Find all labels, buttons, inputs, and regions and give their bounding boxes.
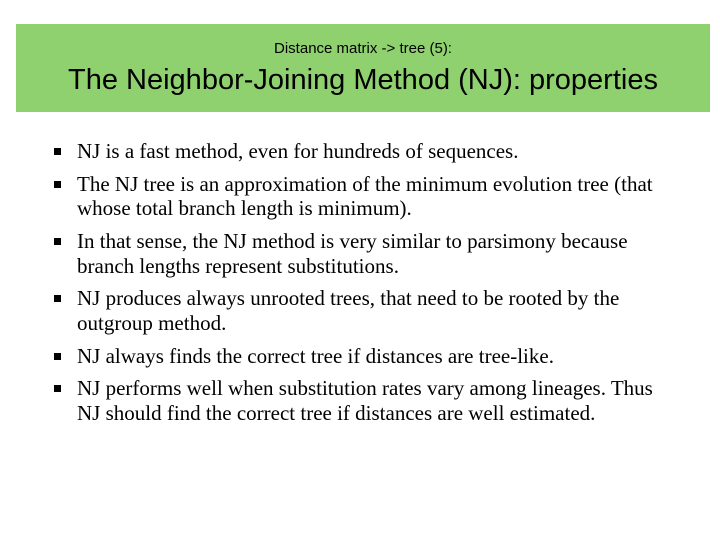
bullet-list xyxy=(46,139,666,434)
square-bullet-icon xyxy=(54,385,61,392)
square-bullet-icon xyxy=(54,238,61,245)
bullet-item xyxy=(46,286,666,336)
bullet-item xyxy=(46,172,666,222)
square-bullet-icon xyxy=(54,148,61,155)
bullet-text: NJ performs well when substitution rates vary among lineages. Thus NJ should find the correct tree if distances are well estimated. xyxy=(77,376,653,426)
square-bullet-icon xyxy=(54,295,61,302)
square-bullet-icon xyxy=(54,181,61,188)
bullet-text: NJ always finds the correct tree if distances are tree-like. xyxy=(77,343,554,368)
title-banner xyxy=(16,24,710,112)
bullet-item xyxy=(46,139,666,164)
bullet-text: In that sense, the NJ method is very similar to parsimony because branch lengths represent substitutions. xyxy=(77,228,628,278)
bullet-item xyxy=(46,344,666,369)
bullet-item xyxy=(46,229,666,279)
square-bullet-icon xyxy=(54,353,61,360)
bullet-item xyxy=(46,376,666,426)
bullet-text: The NJ tree is an approximation of the minimum evolution tree (that whose total branch length is minimum). xyxy=(77,171,653,221)
bullet-text: NJ produces always unrooted trees, that need to be rooted by the outgroup method. xyxy=(77,286,620,336)
bullet-text: NJ is a fast method, even for hundreds of sequences. xyxy=(77,139,519,163)
slide-title: The Neighbor-Joining Method (NJ): properties xyxy=(68,64,658,96)
slide-subtitle: Distance matrix -> tree (5): xyxy=(274,40,452,57)
